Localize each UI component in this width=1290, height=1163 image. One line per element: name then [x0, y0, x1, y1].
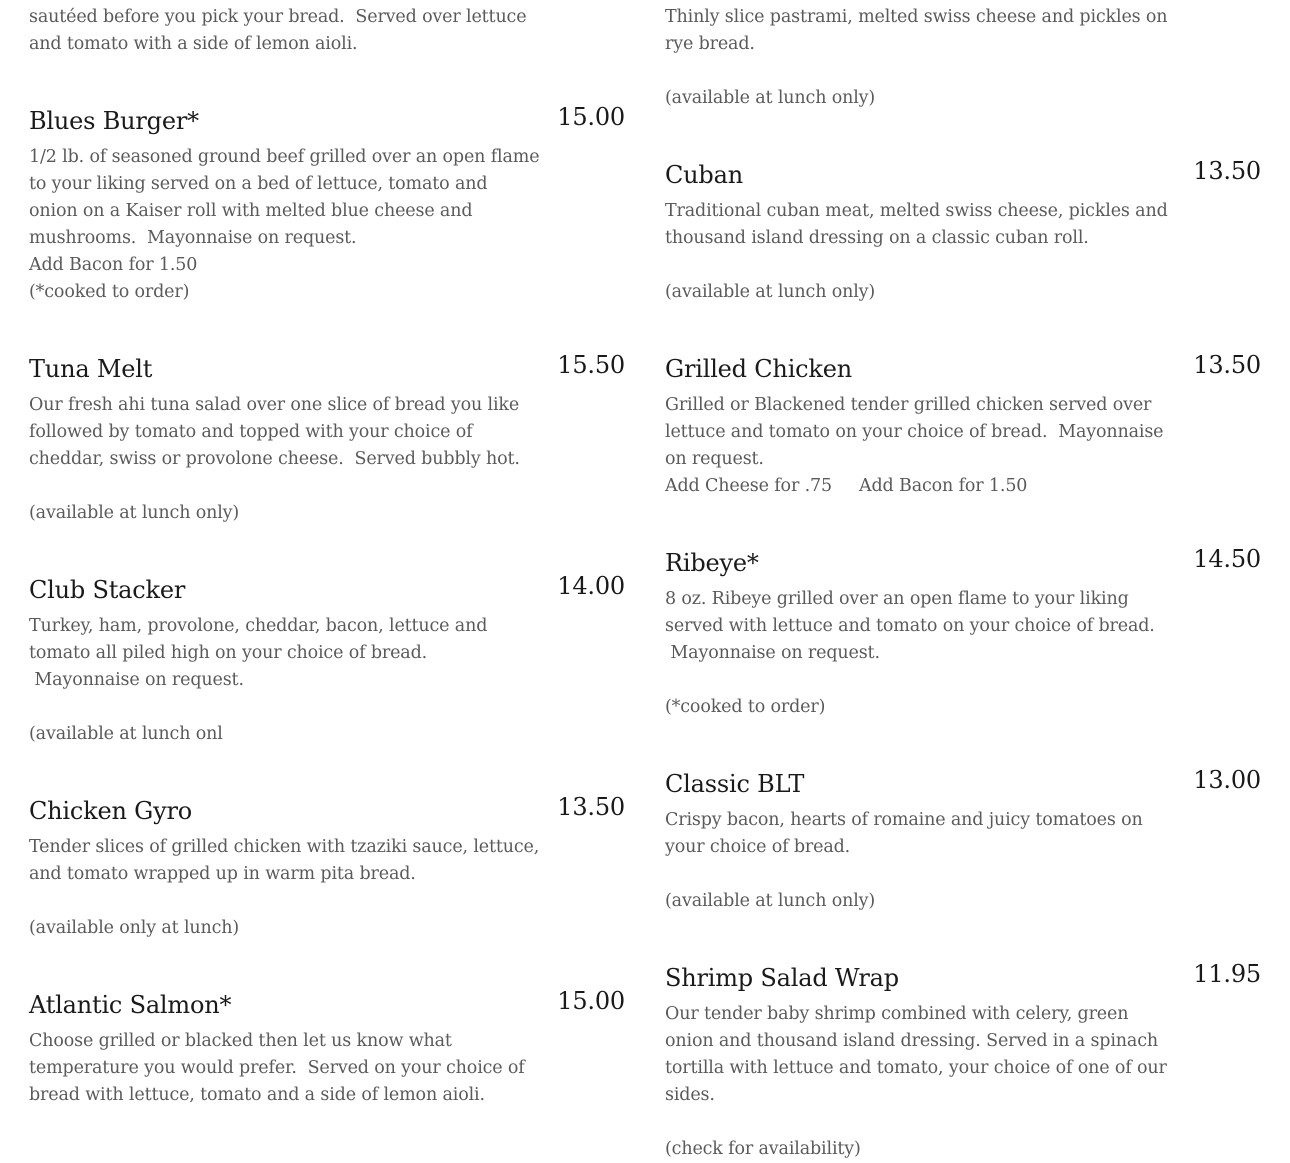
- item-description-line: temperature you would prefer. Served on your choice of: [29, 1058, 525, 1078]
- item-price: 13.00: [1193, 766, 1261, 794]
- item-description: [665, 392, 1164, 500]
- item-availability: (available at lunch only): [665, 88, 876, 108]
- item-description: [665, 807, 1143, 915]
- item-description-line: Add Bacon for 1.50: [29, 255, 198, 275]
- item-description-line: (*cooked to order): [29, 282, 190, 302]
- item-price: 13.50: [1193, 157, 1261, 185]
- item-description-line: Mayonnaise on request.: [665, 643, 880, 663]
- item-description-line: Turkey, ham, provolone, cheddar, bacon, lettuce and: [29, 616, 488, 636]
- item-description: [29, 613, 488, 748]
- item-description-line: sides.: [665, 1085, 715, 1105]
- item-description-line: lettuce and tomato on your choice of bread. Mayonnaise: [665, 422, 1164, 442]
- item-price: 14.00: [557, 572, 625, 600]
- item-description-line: Thinly slice pastrami, melted swiss cheese and pickles on: [665, 7, 1168, 27]
- item-name: Chicken Gyro: [29, 797, 193, 825]
- item-description-line: Grilled or Blackened tender grilled chicken served over: [665, 395, 1152, 415]
- item-description-line: and tomato wrapped up in warm pita bread.: [29, 864, 416, 884]
- item-description-line: tortilla with lettuce and tomato, your choice of one of our: [665, 1058, 1167, 1078]
- item-description: [29, 392, 520, 527]
- item-description-line: [665, 1109, 1105, 1136]
- item-availability: (check for availability): [665, 1139, 861, 1159]
- item-description-line: sautéed before you pick your bread. Served over lettuce: [29, 7, 527, 27]
- item-description: [29, 1028, 525, 1109]
- item-description: [665, 198, 1168, 306]
- item-description-line: 1/2 lb. of seasoned ground beef grilled over an open flame: [29, 147, 540, 167]
- item-description-line: Traditional cuban meat, melted swiss cheese, pickles and: [665, 201, 1168, 221]
- item-description-line: Our tender baby shrimp combined with celery, green: [665, 1004, 1129, 1024]
- item-description-line: Add Cheese for .75 Add Bacon for 1.50: [665, 476, 1028, 496]
- item-availability: (available only at lunch): [29, 918, 240, 938]
- item-description-line: served with lettuce and tomato on your choice of bread.: [665, 616, 1155, 636]
- item-description-line: Mayonnaise on request.: [29, 670, 244, 690]
- item-description-line: mushrooms. Mayonnaise on request.: [29, 228, 357, 248]
- item-description-line: [29, 888, 469, 915]
- item-description-line: onion and thousand island dressing. Served in a spinach: [665, 1031, 1158, 1051]
- item-description-line: to your liking served on a bed of lettuce, tomato and: [29, 174, 488, 194]
- item-availability: (available at lunch only): [665, 891, 876, 911]
- item-description-line: [665, 252, 1105, 279]
- item-description-line: thousand island dressing on a classic cuban roll.: [665, 228, 1089, 248]
- item-description-line: Choose grilled or blacked then let us know what: [29, 1031, 452, 1051]
- item-description-line: [665, 667, 1105, 694]
- item-price: 14.50: [1193, 545, 1261, 573]
- item-description: [29, 144, 540, 306]
- item-price: 15.00: [557, 987, 625, 1015]
- item-name: Atlantic Salmon*: [29, 991, 232, 1019]
- item-name: Classic BLT: [665, 770, 805, 798]
- item-description-line: rye bread.: [665, 34, 755, 54]
- item-description-line: your choice of bread.: [665, 837, 851, 857]
- item-price: 15.00: [557, 103, 625, 131]
- item-description-line: bread with lettuce, tomato and a side of lemon aioli.: [29, 1085, 485, 1105]
- item-availability: (available at lunch onl: [29, 724, 223, 744]
- item-name: Club Stacker: [29, 576, 186, 604]
- item-description-line: [665, 58, 1105, 85]
- item-description-line: [29, 473, 469, 500]
- item-description-line: [665, 861, 1105, 888]
- item-price: 11.95: [1193, 960, 1261, 988]
- item-description-line: onion on a Kaiser roll with melted blue cheese and: [29, 201, 473, 221]
- item-description-line: and tomato with a side of lemon aioli.: [29, 34, 358, 54]
- item-name: Blues Burger*: [29, 107, 199, 135]
- item-availability: (available at lunch only): [29, 503, 240, 523]
- item-description-line: Crispy bacon, hearts of romaine and juicy tomatoes on: [665, 810, 1143, 830]
- item-description-line: on request.: [665, 449, 764, 469]
- item-name: Cuban: [665, 161, 743, 189]
- item-price: 13.50: [557, 793, 625, 821]
- item-description-line: Our fresh ahi tuna salad over one slice of bread you like: [29, 395, 520, 415]
- item-name: Grilled Chicken: [665, 355, 853, 383]
- item-description-line: followed by tomato and topped with your choice of: [29, 422, 473, 442]
- item-name: Ribeye*: [665, 549, 759, 577]
- item-price: 13.50: [1193, 351, 1261, 379]
- item-description-line: [29, 694, 469, 721]
- item-description: [665, 586, 1155, 721]
- item-description-line: tomato all piled high on your choice of bread.: [29, 643, 428, 663]
- item-description-line: (*cooked to order): [665, 697, 826, 717]
- item-availability: (available at lunch only): [665, 282, 876, 302]
- item-description-line: cheddar, swiss or provolone cheese. Served bubbly hot.: [29, 449, 520, 469]
- item-description-line: Tender slices of grilled chicken with tzaziki sauce, lettuce,: [29, 837, 540, 857]
- item-description: [29, 834, 540, 942]
- item-name: Shrimp Salad Wrap: [665, 964, 899, 992]
- item-price: 15.50: [557, 351, 625, 379]
- item-description: [665, 1001, 1167, 1163]
- item-description-line: 8 oz. Ribeye grilled over an open flame to your liking: [665, 589, 1129, 609]
- item-name: Tuna Melt: [29, 355, 153, 383]
